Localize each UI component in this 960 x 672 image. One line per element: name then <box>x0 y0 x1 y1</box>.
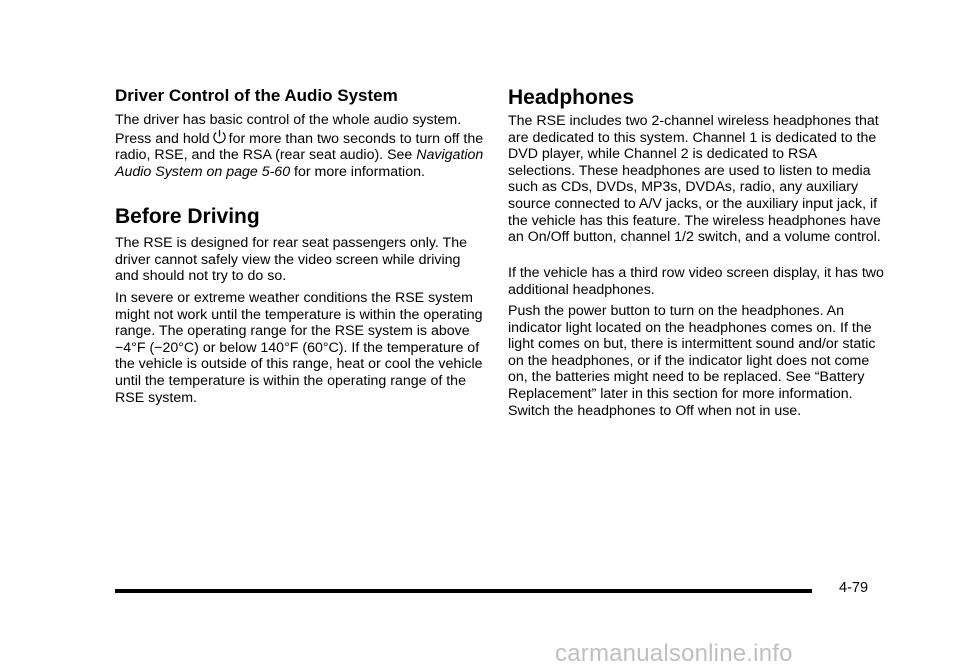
page-number: 4-79 <box>839 580 869 596</box>
before-driving-heading: Before Driving <box>115 205 260 228</box>
driver-control-heading: Driver Control of the Audio System <box>115 86 398 105</box>
driver-control-press-text: Press and hold <box>115 130 210 147</box>
navigation-audio-system-reference[interactable]: Navigation Audio System on page 5-60 <box>115 147 484 180</box>
driver-control-paragraph <box>115 112 485 180</box>
footer-rule <box>115 589 812 593</box>
headphones-paragraph-2: If the vehicle has a third row video screen display, it has two additional headphones. <box>508 265 884 298</box>
watermark-text: carmanualsonline.info <box>555 640 793 667</box>
before-driving-paragraph-1: The RSE is designed for rear seat passengers only. The driver cannot safely view the video screen while driving and should not try to do so. <box>115 235 467 285</box>
headphones-heading: Headphones <box>508 86 635 109</box>
headphones-paragraph-3: Push the power button to turn on the headphones. An indicator light located on the headphones comes on. If the light comes on but, there is intermittent sound and/or static on the headphones, or if the indicator light does not come on, the batteries might need to be replaced. See “Battery Replacement” later in this section for more information. Switch the headphones to Off when not in use. <box>508 303 876 419</box>
driver-control-after-icon: for more than two seconds to turn off the radio, RSE, and the RSA (rear seat audio). See <box>115 130 484 164</box>
driver-control-end-text: for more information. <box>294 163 425 180</box>
headphones-paragraph-1: The RSE includes two 2-channel wireless headphones that are dedicated to this system. Channel 1 is dedicated to the DVD player, while Channel 2 is dedicated to RSA selections. These headphones are used to listen to media such as CDs, DVDs, MP3s, DVDAs, radio, any auxiliary source connected to A/V jacks, or the auxiliary input jack, if the vehicle has this feature. The wireless headphones have an On/Off button, channel 1/2 switch, and a volume control. <box>508 113 881 246</box>
driver-control-line1: The driver has basic control of the whole audio system. <box>115 112 462 128</box>
power-icon <box>212 129 227 145</box>
before-driving-paragraph-2: In severe or extreme weather conditions the RSE system might not work until the temperature is within the operating range. The operating range for the RSE system is above −4°F (−20°C) or below 140°F (60°C). If the temperature of the vehicle is outside of this range, heat or cool the vehicle until the temperature is within the operating range of the RSE system. <box>115 290 483 406</box>
